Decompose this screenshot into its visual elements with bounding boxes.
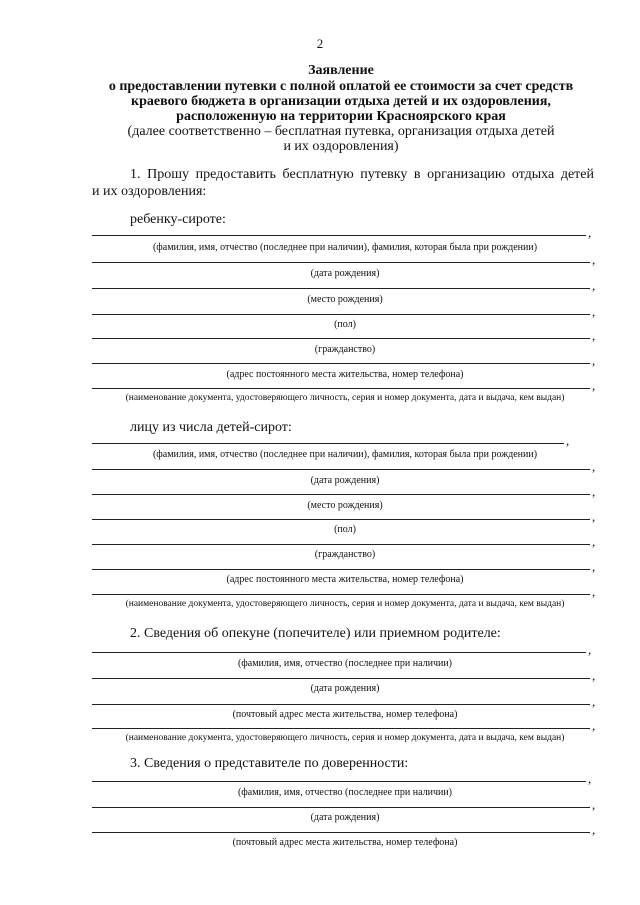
title-line-2: краевого бюджета в организации отдыха детей и их оздоровления, [131, 94, 551, 109]
title-line-4: (далее соответственно – бесплатная путевка, организация отдыха детей [127, 124, 555, 139]
fill-line[interactable] [92, 363, 590, 364]
section1-text-line1: 1. Прошу предоставить бесплатную путевку в организацию отдыха детей [130, 167, 594, 182]
field-caption: (наименование документа, удостоверяющего личность, серия и номер документа, дата и выдача, кем выдан) [125, 599, 565, 609]
field-caption: (фамилия, имя, отчество (последнее при наличии) [237, 658, 453, 669]
section2-heading: 2. Сведения об опекуне (попечителе) или приемном родителе: [130, 626, 501, 641]
comma: , [592, 484, 596, 499]
fill-line[interactable] [92, 338, 590, 339]
field-caption: (место рождения) [307, 294, 383, 305]
comma: , [592, 278, 596, 293]
comma: , [592, 694, 596, 709]
field-caption: (адрес постоянного места жительства, номер телефона) [226, 369, 464, 380]
comma: , [592, 378, 596, 393]
comma: , [592, 797, 596, 812]
field-caption: (дата рождения) [310, 268, 380, 279]
field-caption: (почтовый адрес места жительства, номер телефона) [232, 837, 458, 848]
comma: , [566, 433, 570, 448]
fill-line[interactable] [92, 704, 590, 705]
person-label: лицу из числа детей-сирот: [130, 420, 292, 435]
field-caption: (фамилия, имя, отчество (последнее при наличии), фамилия, которая была при рождении) [152, 242, 538, 253]
fill-line[interactable] [92, 235, 586, 236]
comma: , [592, 534, 596, 549]
field-caption: (гражданство) [314, 344, 376, 355]
comma: , [592, 509, 596, 524]
fill-line[interactable] [92, 443, 564, 444]
comma: , [588, 771, 592, 786]
fill-line[interactable] [92, 781, 586, 782]
field-caption: (пол) [334, 319, 356, 330]
comma: , [592, 353, 596, 368]
title-line-1: о предоставлении путевки с полной оплатой ее стоимости за счет средств [108, 79, 574, 94]
fill-line[interactable] [92, 262, 590, 263]
comma: , [592, 718, 596, 733]
field-caption: (гражданство) [314, 549, 376, 560]
fill-line[interactable] [92, 544, 590, 545]
title-line-5: и их оздоровления) [283, 139, 399, 154]
comma: , [592, 559, 596, 574]
fill-line[interactable] [92, 807, 590, 808]
field-caption: (дата рождения) [310, 683, 380, 694]
fill-line[interactable] [92, 832, 590, 833]
page-number: 2 [316, 36, 324, 51]
field-caption: (адрес постоянного места жительства, номер телефона) [226, 574, 464, 585]
field-caption: (место рождения) [307, 500, 383, 511]
section3-heading: 3. Сведения о представителе по доверенности: [130, 756, 409, 771]
field-caption: (фамилия, имя, отчество (последнее при наличии) [237, 787, 453, 798]
fill-line[interactable] [92, 678, 590, 679]
comma: , [592, 304, 596, 319]
fill-line[interactable] [92, 388, 590, 389]
fill-line[interactable] [92, 569, 590, 570]
comma: , [592, 328, 596, 343]
fill-line[interactable] [92, 288, 590, 289]
field-caption: (почтовый адрес места жительства, номер телефона) [232, 709, 458, 720]
comma: , [592, 459, 596, 474]
comma: , [592, 822, 596, 837]
fill-line[interactable] [92, 728, 590, 729]
comma: , [588, 642, 592, 657]
fill-line[interactable] [92, 594, 590, 595]
comma: , [588, 225, 592, 240]
orphan-label: ребенку-сироте: [130, 212, 226, 227]
fill-line[interactable] [92, 494, 590, 495]
field-caption: (пол) [334, 524, 356, 535]
fill-line[interactable] [92, 314, 590, 315]
fill-line[interactable] [92, 469, 590, 470]
section1-text-line2: и их оздоровления: [92, 184, 207, 199]
field-caption: (фамилия, имя, отчество (последнее при наличии), фамилия, которая была при рождении) [152, 449, 538, 460]
comma: , [592, 584, 596, 599]
field-caption: (наименование документа, удостоверяющего личность, серия и номер документа, дата и выдача, кем выдан) [125, 393, 565, 403]
fill-line[interactable] [92, 652, 586, 653]
field-caption: (дата рождения) [310, 475, 380, 486]
comma: , [592, 252, 596, 267]
document-title: Заявление [308, 63, 374, 78]
field-caption: (дата рождения) [310, 812, 380, 823]
comma: , [592, 668, 596, 683]
field-caption: (наименование документа, удостоверяющего личность, серия и номер документа, дата и выдача, кем выдан) [125, 733, 565, 743]
title-line-3: расположенную на территории Красноярского края [176, 109, 506, 124]
fill-line[interactable] [92, 519, 590, 520]
